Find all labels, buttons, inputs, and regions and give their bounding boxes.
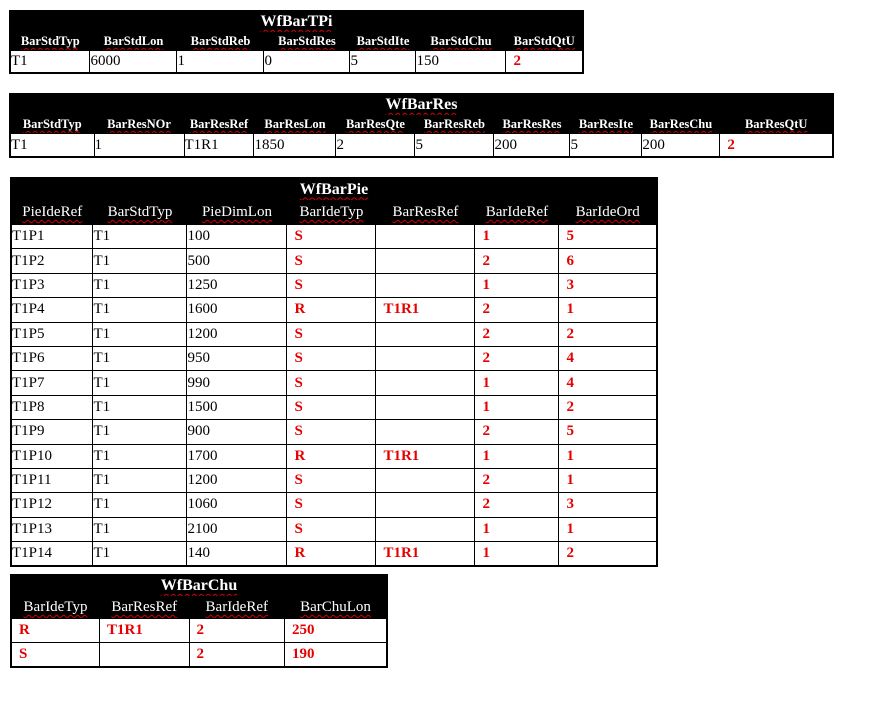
table-cell: 2	[336, 134, 415, 158]
table-cell: 1850	[254, 134, 336, 158]
table-cell: 2	[475, 420, 559, 444]
table-cell: T1	[93, 346, 187, 370]
table-cell: R	[287, 298, 376, 322]
table-cell	[376, 395, 475, 419]
column-header-text: BarResRef	[189, 117, 249, 131]
table-cell	[376, 225, 475, 249]
table-cell: T1P4	[11, 298, 93, 322]
table-cell: 2	[559, 395, 657, 419]
table-row	[11, 420, 657, 444]
column-header-text: BarResRef	[392, 204, 459, 220]
table-cell: 5	[415, 134, 494, 158]
table-cell: T1	[93, 517, 187, 541]
column-header-barstdite	[350, 33, 416, 51]
column-header-text: BarChuLon	[300, 599, 371, 615]
table-cell: 990	[187, 371, 287, 395]
table-cell	[376, 493, 475, 517]
column-header-text: BarIdeOrd	[575, 204, 640, 220]
table-cell: R	[287, 444, 376, 468]
table-cell: T1	[93, 273, 187, 297]
column-header-text: BarIdeTyp	[299, 204, 364, 220]
table-row	[11, 249, 657, 273]
column-header-barresref	[184, 116, 254, 134]
table-cell: 6	[559, 249, 657, 273]
table-cell: 500	[187, 249, 287, 273]
table-cell	[376, 420, 475, 444]
table-cell: 2	[189, 643, 284, 668]
table-cell: 5	[559, 420, 657, 444]
table-cell: T1R1	[376, 298, 475, 322]
table-cell: 1	[475, 517, 559, 541]
table-cell: 4	[559, 371, 657, 395]
table-wfbarchu	[10, 574, 388, 668]
table-cell: 1	[475, 273, 559, 297]
column-header-barstdtyp	[10, 116, 94, 134]
table-cell: 1	[475, 444, 559, 468]
table-cell: 2	[475, 249, 559, 273]
table-cell: 2	[475, 493, 559, 517]
table-cell: S	[287, 420, 376, 444]
table-cell: T1	[93, 468, 187, 492]
table-cell: 950	[187, 346, 287, 370]
table-row	[11, 273, 657, 297]
table-row	[10, 134, 833, 158]
table-cell: T1	[93, 444, 187, 468]
column-header-text: BarStdChu	[430, 34, 492, 48]
table-cell: 1200	[187, 468, 287, 492]
table-cell: 1	[559, 468, 657, 492]
table-cell	[376, 273, 475, 297]
column-header-barstdqtu	[506, 33, 583, 51]
table-cell: 5	[350, 51, 416, 74]
table-cell: R	[287, 542, 376, 567]
table-cell	[376, 468, 475, 492]
column-header-barresqte	[336, 116, 415, 134]
table-cell: S	[11, 643, 100, 668]
table-title	[10, 94, 833, 116]
table-cell: T1	[10, 134, 94, 158]
table-cell: 1	[559, 298, 657, 322]
table-cell: S	[287, 225, 376, 249]
column-header-text: PieIdeRef	[22, 204, 83, 220]
column-header-barideref	[189, 597, 284, 619]
column-header-barideref	[475, 201, 559, 225]
table-cell: 2	[720, 134, 833, 158]
table-cell: 1	[475, 225, 559, 249]
column-header-barreschu	[642, 116, 720, 134]
column-header-piedimlon	[187, 201, 287, 225]
table-cell: T1R1	[376, 444, 475, 468]
table-cell: T1P9	[11, 420, 93, 444]
column-header-text: BarStdTyp	[22, 117, 82, 131]
table-cell: T1P5	[11, 322, 93, 346]
column-header-barstdlon	[90, 33, 177, 51]
column-header-barresref	[376, 201, 475, 225]
table-cell: 1	[559, 444, 657, 468]
table-cell: 2	[559, 542, 657, 567]
table-cell: 2	[559, 322, 657, 346]
table-cell: T1P12	[11, 493, 93, 517]
table-wfbarres	[9, 93, 834, 158]
table-cell	[376, 322, 475, 346]
column-header-barstdchu	[416, 33, 506, 51]
table-cell: 1	[177, 51, 264, 74]
column-header-text: BarStdTyp	[107, 204, 173, 220]
table-cell: 200	[642, 134, 720, 158]
column-header-barresref	[100, 597, 190, 619]
table-cell: T1	[93, 249, 187, 273]
column-header-barstdtyp	[93, 201, 187, 225]
table-cell: 2100	[187, 517, 287, 541]
table-row	[11, 643, 387, 668]
table-row	[11, 322, 657, 346]
column-header-barresite	[570, 116, 642, 134]
table-wfbartpi	[9, 10, 584, 74]
column-header-text: BarStdIte	[356, 34, 410, 48]
table-cell: 1060	[187, 493, 287, 517]
column-header-baridetyp	[11, 597, 100, 619]
table-cell: 150	[416, 51, 506, 74]
table-cell: 190	[285, 643, 387, 668]
table-cell: T1P1	[11, 225, 93, 249]
column-header-text: BarResQtU	[744, 117, 808, 131]
column-header-text: BarIdeTyp	[23, 599, 88, 615]
table-cell: 3	[559, 273, 657, 297]
table-row	[11, 346, 657, 370]
table-cell: 200	[494, 134, 570, 158]
column-header-text: BarStdTyp	[20, 34, 80, 48]
table-title-text: WfBarTPi	[260, 13, 333, 30]
table-cell: 140	[187, 542, 287, 567]
table-wfbarpie	[10, 177, 658, 567]
column-header-text: PieDimLon	[201, 204, 272, 220]
table-cell: T1P11	[11, 468, 93, 492]
table-wfbarres-container	[9, 93, 834, 158]
column-header-text: BarResIte	[578, 117, 633, 131]
table-cell	[376, 517, 475, 541]
column-header-barresqtu	[720, 116, 833, 134]
table-cell: 1250	[187, 273, 287, 297]
table-cell: T1P13	[11, 517, 93, 541]
table-cell: T1P3	[11, 273, 93, 297]
table-cell: S	[287, 322, 376, 346]
table-cell: 1600	[187, 298, 287, 322]
table-cell: 1	[475, 371, 559, 395]
table-cell: T1R1	[184, 134, 254, 158]
table-cell: T1R1	[376, 542, 475, 567]
column-header-baridetyp	[287, 201, 376, 225]
table-title	[11, 575, 387, 597]
table-cell: S	[287, 346, 376, 370]
table-cell: T1	[93, 542, 187, 567]
column-header-pieideref	[11, 201, 93, 225]
table-cell: 1	[475, 395, 559, 419]
table-row	[11, 225, 657, 249]
column-header-barstdres	[264, 33, 350, 51]
table-title	[10, 11, 583, 33]
table-cell: T1	[93, 493, 187, 517]
column-header-barresres	[494, 116, 570, 134]
table-row	[11, 298, 657, 322]
table-cell: T1	[10, 51, 90, 74]
column-header-text: BarResChu	[649, 117, 713, 131]
table-cell: S	[287, 249, 376, 273]
table-title-text: WfBarPie	[299, 180, 369, 198]
table-cell: S	[287, 517, 376, 541]
table-cell: 1	[475, 542, 559, 567]
table-row	[11, 395, 657, 419]
column-header-text: BarStdRes	[278, 34, 336, 48]
table-cell	[376, 371, 475, 395]
table-cell: 6000	[90, 51, 177, 74]
column-header-barchulon	[285, 597, 387, 619]
table-cell: T1P6	[11, 346, 93, 370]
table-row	[10, 51, 583, 74]
column-header-barreslon	[254, 116, 336, 134]
table-row	[11, 468, 657, 492]
table-cell: 0	[264, 51, 350, 74]
table-cell: 2	[475, 322, 559, 346]
column-header-text: BarResReb	[423, 117, 486, 131]
column-header-text: BarResLon	[264, 117, 326, 131]
table-cell: 2	[475, 468, 559, 492]
column-header-text: BarStdReb	[190, 34, 251, 48]
table-cell: T1P2	[11, 249, 93, 273]
table-cell: T1	[93, 395, 187, 419]
table-cell: 100	[187, 225, 287, 249]
table-cell: 3	[559, 493, 657, 517]
table-cell: T1	[93, 420, 187, 444]
table-cell: R	[11, 619, 100, 643]
table-cell: 2	[189, 619, 284, 643]
table-cell: 2	[506, 51, 583, 74]
table-cell: 2	[475, 346, 559, 370]
table-title-text: WfBarRes	[385, 96, 458, 113]
table-cell: 5	[570, 134, 642, 158]
table-cell: 900	[187, 420, 287, 444]
column-header-text: BarResRef	[111, 599, 178, 615]
table-cell: T1P8	[11, 395, 93, 419]
column-header-text: BarResRes	[502, 117, 562, 131]
table-cell: S	[287, 371, 376, 395]
table-cell: 1200	[187, 322, 287, 346]
table-cell: 1500	[187, 395, 287, 419]
table-cell: T1P7	[11, 371, 93, 395]
column-header-barideord	[559, 201, 657, 225]
table-title-text: WfBarChu	[160, 577, 238, 594]
column-header-text: BarStdLon	[103, 34, 164, 48]
table-wfbarpie-container	[10, 177, 658, 567]
table-row	[11, 371, 657, 395]
table-row	[11, 517, 657, 541]
column-header-barresnor	[94, 116, 184, 134]
table-cell: T1P14	[11, 542, 93, 567]
column-header-text: BarResQte	[345, 117, 405, 131]
table-row	[11, 493, 657, 517]
column-header-barresreb	[415, 116, 494, 134]
table-cell: 4	[559, 346, 657, 370]
table-cell: S	[287, 273, 376, 297]
table-cell: 2	[475, 298, 559, 322]
table-cell: T1	[93, 371, 187, 395]
column-header-text: BarStdQtU	[513, 34, 575, 48]
table-cell: S	[287, 395, 376, 419]
column-header-text: BarIdeRef	[485, 204, 549, 220]
table-row	[11, 444, 657, 468]
table-cell: 1700	[187, 444, 287, 468]
table-cell	[376, 249, 475, 273]
table-cell	[100, 643, 190, 668]
column-header-barstdreb	[177, 33, 264, 51]
table-cell	[376, 346, 475, 370]
table-cell: 250	[285, 619, 387, 643]
table-row	[11, 542, 657, 567]
table-cell: T1	[93, 298, 187, 322]
table-cell: S	[287, 468, 376, 492]
table-cell: 1	[94, 134, 184, 158]
table-cell: S	[287, 493, 376, 517]
table-cell: T1	[93, 322, 187, 346]
table-title	[11, 178, 657, 201]
table-wfbarchu-container	[10, 574, 388, 668]
table-cell: T1R1	[100, 619, 190, 643]
table-wfbartpi-container	[9, 10, 584, 74]
table-cell: T1P10	[11, 444, 93, 468]
column-header-barstdtyp	[10, 33, 90, 51]
table-row	[11, 619, 387, 643]
table-cell: 5	[559, 225, 657, 249]
table-cell: 1	[559, 517, 657, 541]
column-header-text: BarResNOr	[107, 117, 171, 131]
table-cell: T1	[93, 225, 187, 249]
column-header-text: BarIdeRef	[205, 599, 268, 615]
